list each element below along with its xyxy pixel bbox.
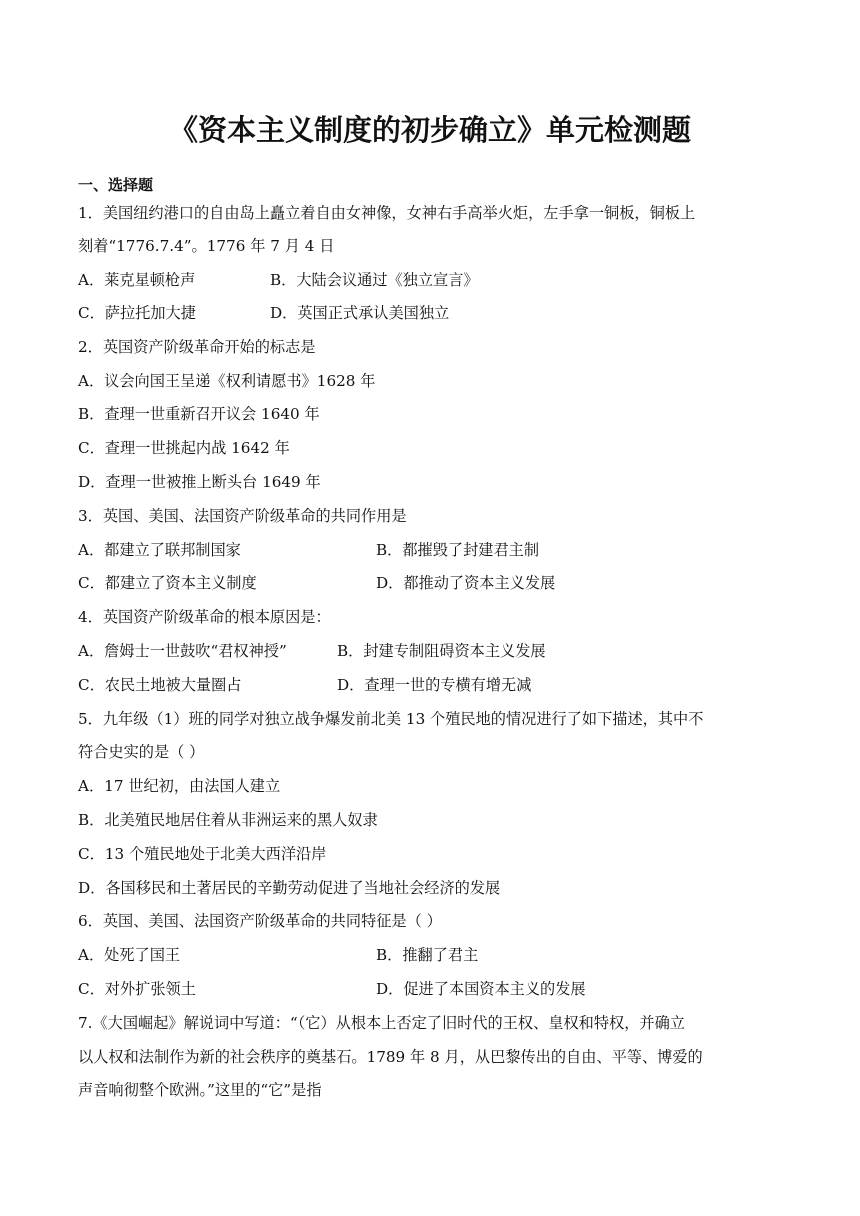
q3-stem: 3．英国、美国、法国资产阶级革命的共同作用是 bbox=[78, 507, 407, 525]
q2-option-d: D．查理一世被推上断头台 1649 年 bbox=[78, 473, 321, 491]
q5-stem-line2: 符合史实的是（ ） bbox=[78, 743, 205, 761]
q4-option-b: B．封建专制阻碍资本主义发展 bbox=[337, 642, 546, 660]
q1-option-d: D．英国正式承认美国独立 bbox=[270, 304, 450, 322]
q6-option-a bbox=[78, 945, 479, 965]
q3-option-a bbox=[78, 540, 540, 560]
q7-stem-line2: 以人权和法制作为新的社会秩序的奠基石。1789 年 8 月，从巴黎传出的自由、平等、博爱的 bbox=[78, 1048, 703, 1066]
q1-stem-line2: 刻着“1776.7.4”。1776 年 7 月 4 日 bbox=[78, 237, 335, 255]
q6-stem: 6．英国、美国、法国资产阶级革命的共同特征是（ ） bbox=[78, 912, 442, 930]
q3-option-d: D．都推动了资本主义发展 bbox=[376, 574, 556, 592]
q3-option-b: B．都摧毁了封建君主制 bbox=[376, 541, 540, 559]
q6-option-b: B．推翻了君主 bbox=[376, 946, 479, 964]
page-title: 《资本主义制度的初步确立》单元检测题 bbox=[168, 113, 691, 147]
q1-stem-line1: 1．美国纽约港口的自由岛上矗立着自由女神像，女神右手高举火炬，左手拿一铜板，铜板上 bbox=[78, 204, 696, 222]
q7-stem-line3: 声音响彻整个欧洲。”这里的“它”是指 bbox=[78, 1081, 322, 1099]
q4-option-c-text: C．农民土地被大量圈占 bbox=[78, 676, 242, 694]
q4-option-c bbox=[78, 675, 532, 695]
q5-option-a: A．17 世纪初，由法国人建立 bbox=[78, 777, 281, 795]
q1-option-c-text: C．萨拉托加大捷 bbox=[78, 304, 196, 322]
q6-option-a-text: A．处死了国王 bbox=[78, 946, 181, 964]
q2-option-c: C．查理一世挑起内战 1642 年 bbox=[78, 439, 290, 457]
q3-option-c-text: C．都建立了资本主义制度 bbox=[78, 574, 257, 592]
q5-option-c: C．13 个殖民地处于北美大西洋沿岸 bbox=[78, 845, 327, 863]
section-heading: 一、选择题 bbox=[78, 176, 154, 194]
q5-option-b: B．北美殖民地居住着从非洲运来的黑人奴隶 bbox=[78, 811, 378, 829]
q2-option-b: B．查理一世重新召开议会 1640 年 bbox=[78, 405, 320, 423]
q6-option-c-text: C．对外扩张领土 bbox=[78, 980, 196, 998]
q1-option-c bbox=[78, 303, 450, 323]
q3-option-a-text: A．都建立了联邦制国家 bbox=[78, 541, 241, 559]
q2-option-a: A．议会向国王呈递《权利请愿书》1628 年 bbox=[78, 372, 376, 390]
q4-option-d: D．查理一世的专横有增无减 bbox=[337, 676, 532, 694]
q4-option-a bbox=[78, 641, 546, 661]
q1-option-a-text: A．莱克星顿枪声 bbox=[78, 271, 196, 289]
q1-option-b: B．大陆会议通过《独立宣言》 bbox=[270, 271, 479, 289]
q5-stem-line1: 5．九年级（1）班的同学对独立战争爆发前北美 13 个殖民地的情况进行了如下描述，其中不 bbox=[78, 710, 704, 728]
q7-stem-line1: 7.《大国崛起》解说词中写道：“（它）从根本上否定了旧时代的王权、皇权和特权，并确立 bbox=[78, 1014, 685, 1032]
q1-option-a bbox=[78, 270, 479, 290]
q6-option-c bbox=[78, 979, 586, 999]
q2-stem: 2．英国资产阶级革命开始的标志是 bbox=[78, 338, 316, 356]
q6-option-d: D．促进了本国资本主义的发展 bbox=[376, 980, 586, 998]
q4-stem: 4．英国资产阶级革命的根本原因是： bbox=[78, 608, 331, 626]
q3-option-c bbox=[78, 573, 556, 593]
q5-option-d: D．各国移民和土著居民的辛勤劳动促进了当地社会经济的发展 bbox=[78, 879, 501, 897]
q4-option-a-text: A．詹姆士一世鼓吹“君权神授” bbox=[78, 642, 287, 660]
